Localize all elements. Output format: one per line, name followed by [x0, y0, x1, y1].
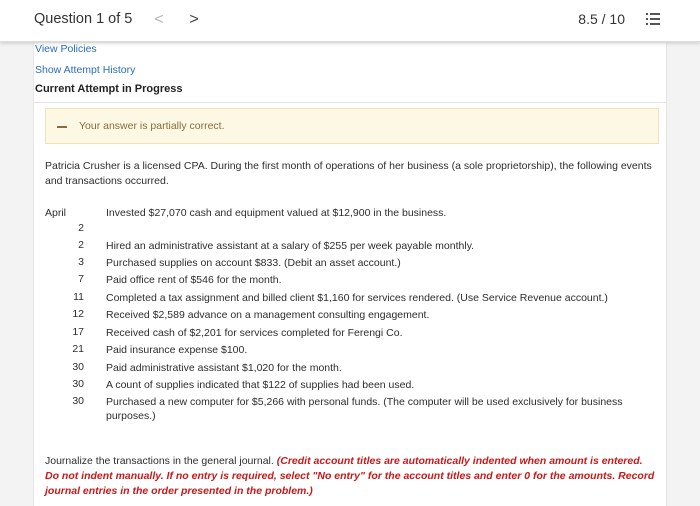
score-display: 8.5 / 10 — [578, 11, 625, 27]
list-icon[interactable] — [646, 12, 660, 26]
transaction-description: Received cash of $2,201 for services completed for Ferengi Co. — [106, 327, 403, 339]
partial-correct-alert — [45, 108, 659, 144]
transaction-date: 30 — [72, 361, 84, 373]
transaction-description: Completed a tax assignment and billed client $1,160 for services rendered. (Use Service Revenue account.) — [106, 292, 608, 304]
transaction-description: A count of supplies indicated that $122 of supplies had been used. — [106, 379, 415, 391]
transaction-date: 7 — [78, 273, 84, 285]
transaction-description: Paid insurance expense $100. — [106, 344, 248, 356]
transaction-date: 17 — [72, 326, 84, 338]
transaction-date: 30 — [72, 378, 84, 390]
show-attempt-history-link[interactable]: Show Attempt History — [35, 64, 136, 76]
divider — [34, 102, 666, 103]
question-content — [33, 43, 667, 506]
transaction-date: April 2 — [45, 207, 84, 234]
journal-instructions — [45, 454, 659, 499]
transaction-date: 30 — [72, 395, 84, 407]
transaction-date: 2 — [78, 239, 84, 251]
instructions-main: Journalize the transactions in the general journal. — [45, 455, 277, 467]
attempt-status: Current Attempt in Progress — [35, 83, 183, 95]
transaction-description: Invested $27,070 cash and equipment valued at $12,900 in the business. — [106, 207, 447, 219]
transaction-description: Hired an administrative assistant at a salary of $255 per week payable monthly. — [106, 240, 475, 252]
previous-question-button[interactable]: < — [154, 11, 164, 28]
transaction-description: Paid office rent of $546 for the month. — [106, 274, 282, 286]
top-bar — [0, 0, 700, 42]
problem-intro: Patricia Crusher is a licensed CPA. During the first month of operations of her business (a sole proprietorship), the following events and transactions occurred. — [45, 160, 652, 187]
transaction-date: 21 — [72, 343, 84, 355]
instructions-note: (Credit account titles are automatically indented when amount is entered. Do not indent manually. If no entry is required, select "No entry" for the account titles and enter 0 for the amounts. Record journal entries in the order presented in the problem.) — [45, 455, 655, 497]
transaction-description: Purchased a new computer for $5,266 with personal funds. (The computer will be used exclusively for business purposes.) — [106, 396, 623, 422]
transaction-date: 12 — [72, 308, 84, 320]
transaction-date: 11 — [73, 291, 84, 303]
transaction-date: 3 — [78, 256, 84, 268]
minus-icon — [57, 126, 67, 128]
transaction-description: Purchased supplies on account $833. (Debit an asset account.) — [106, 257, 401, 269]
transaction-description: Paid administrative assistant $1,020 for the month. — [106, 362, 342, 374]
alert-message: Your answer is partially correct. — [79, 120, 225, 132]
question-label: Question 1 of 5 — [34, 11, 133, 27]
view-policies-link[interactable]: View Policies — [35, 43, 97, 55]
next-question-button[interactable]: > — [189, 11, 199, 28]
transaction-description: Received $2,589 advance on a management consulting engagement. — [106, 309, 430, 321]
